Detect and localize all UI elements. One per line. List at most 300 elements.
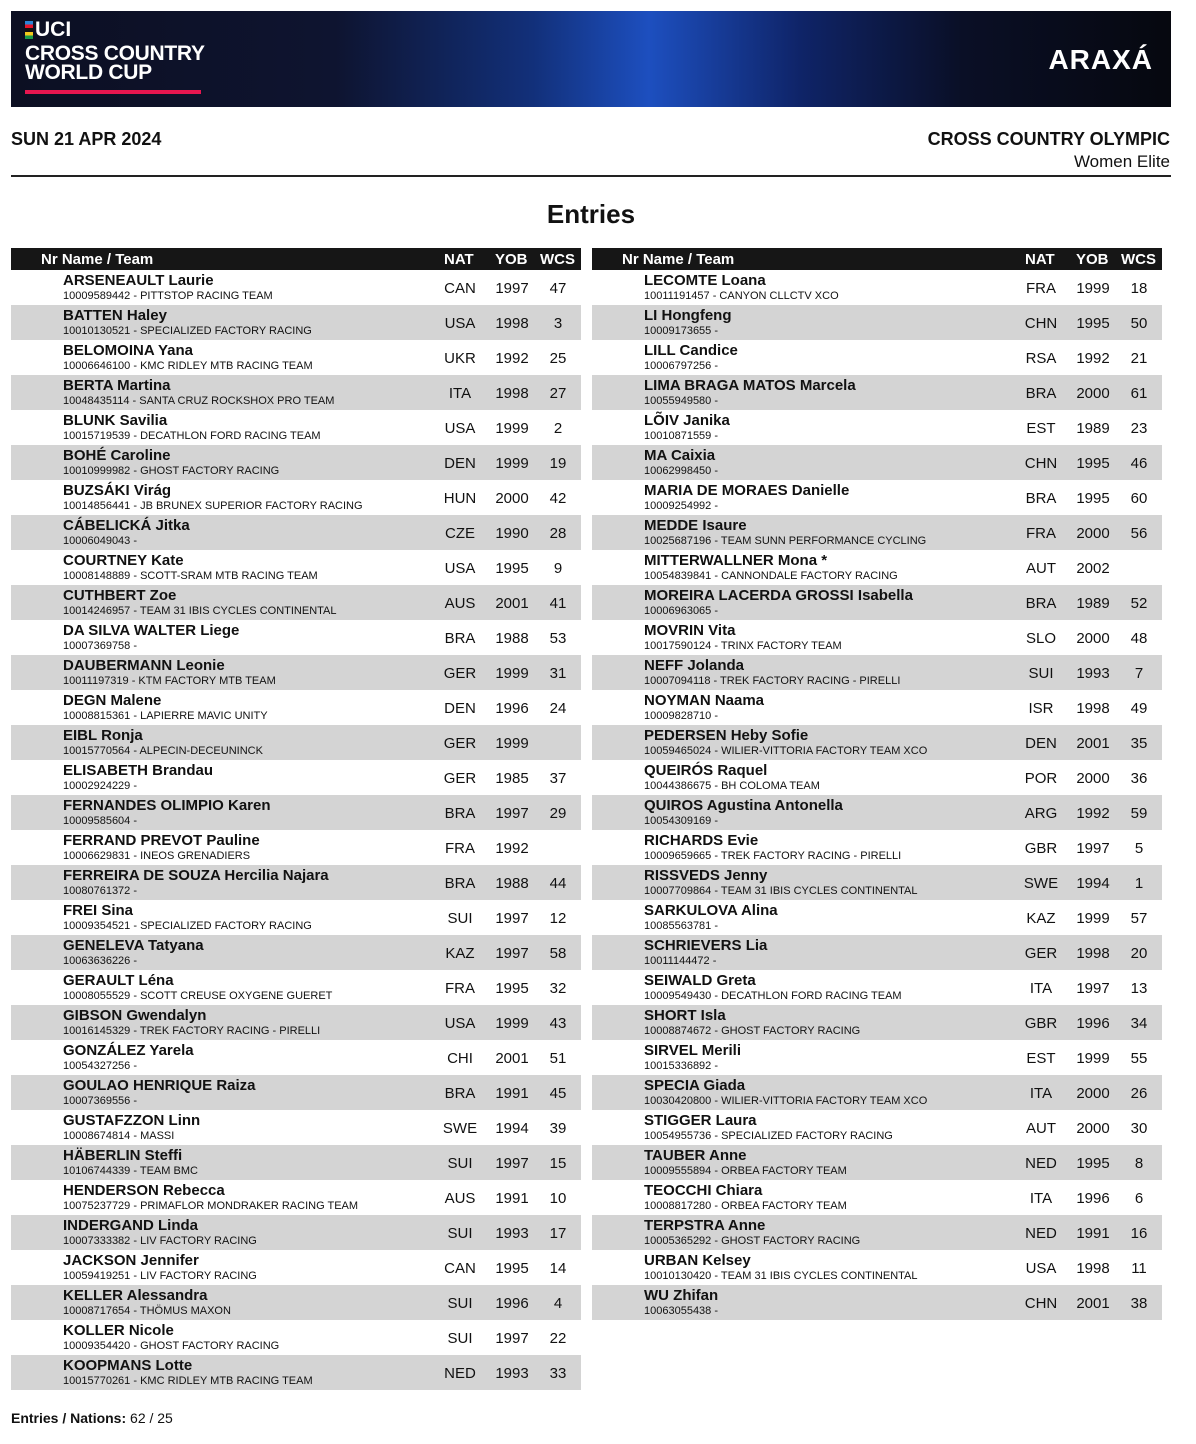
rider-uci-id-team: 10054327256 - [63, 1060, 138, 1072]
rider-name: GONZÁLEZ Yarela [63, 1042, 194, 1059]
table-row [11, 515, 581, 550]
rider-name: EIBL Ronja [63, 727, 143, 744]
rider-yob: 1998 [495, 315, 529, 332]
table-row [11, 480, 581, 515]
header-nat: NAT [1025, 251, 1055, 268]
rider-nat: POR [1024, 770, 1058, 787]
table-row [592, 620, 1162, 655]
rider-name: MARIA DE MORAES Danielle [644, 482, 850, 499]
rider-yob: 1992 [495, 840, 529, 857]
rider-uci-id-team: 10010999982 - GHOST FACTORY RACING [63, 465, 280, 477]
page-title: Entries [546, 199, 636, 229]
table-row [592, 375, 1162, 410]
rider-uci-id-team: 10006629831 - INEOS GRENADIERS [63, 850, 251, 862]
rider-uci-id-team: 10010130420 - TEAM 31 IBIS CYCLES CONTINENTAL [644, 1270, 918, 1282]
rider-wcs: 38 [1130, 1295, 1148, 1312]
rider-yob: 1996 [495, 700, 529, 717]
rider-wcs: 47 [549, 280, 567, 297]
rider-name: ELISABETH Brandau [63, 762, 214, 779]
table-row [592, 690, 1162, 725]
rider-yob: 1997 [1076, 980, 1110, 997]
rider-name: GERAULT Léna [63, 972, 174, 989]
rider-wcs: 3 [553, 315, 563, 332]
rider-yob: 1990 [495, 525, 529, 542]
rider-name: GUSTAFZZON Linn [63, 1112, 201, 1129]
rider-nat: BRA [444, 805, 476, 822]
rider-yob: 2000 [1076, 385, 1110, 402]
series-title-line2: WORLD CUP [25, 61, 152, 84]
header-nat: NAT [444, 251, 474, 268]
rider-name: NEFF Jolanda [644, 657, 745, 674]
rider-yob: 1999 [495, 420, 529, 437]
rider-uci-id-team: 10008817280 - ORBEA FACTORY TEAM [644, 1200, 847, 1212]
rider-name: COURTNEY Kate [63, 552, 184, 569]
table-row [592, 970, 1162, 1005]
rider-wcs: 28 [549, 525, 567, 542]
table-row [592, 1040, 1162, 1075]
rider-yob: 1989 [1076, 595, 1110, 612]
rider-yob: 1995 [495, 560, 529, 577]
rider-name: BELOMOINA Yana [63, 342, 194, 359]
rider-uci-id-team: 10011197319 - KTM FACTORY MTB TEAM [63, 675, 276, 687]
rider-nat: SLO [1025, 630, 1056, 647]
table-row [11, 900, 581, 935]
table-row [11, 970, 581, 1005]
rider-uci-id-team: 10009254992 - [644, 500, 719, 512]
rider-yob: 1997 [495, 1330, 529, 1347]
rider-uci-id-team: 10009354420 - GHOST FACTORY RACING [63, 1340, 280, 1352]
rider-yob: 1992 [1076, 805, 1110, 822]
rider-uci-id-team: 10008815361 - LAPIERRE MAVIC UNITY [63, 710, 268, 722]
rider-yob: 1995 [1076, 490, 1110, 507]
table-row [11, 550, 581, 585]
rider-yob: 1995 [1076, 1155, 1110, 1172]
rider-uci-id-team: 10009173655 - [644, 325, 719, 337]
rider-wcs: 1 [1134, 875, 1144, 892]
rider-uci-id-team: 10007709864 - TEAM 31 IBIS CYCLES CONTINENTAL [644, 885, 918, 897]
rider-uci-id-team: 10002924229 - [63, 780, 138, 792]
series-title [25, 44, 205, 82]
table-row [11, 655, 581, 690]
rider-nat: USA [444, 420, 476, 437]
rider-nat: GER [443, 735, 477, 752]
rider-yob: 1995 [1076, 455, 1110, 472]
table-row [11, 1075, 581, 1110]
rider-nat: CHN [1024, 1295, 1058, 1312]
rider-name: MOREIRA LACERDA GROSSI Isabella [644, 587, 913, 604]
uci-logo-text: UCI [35, 18, 72, 41]
table-row [592, 550, 1162, 585]
rider-nat: NED [444, 1365, 476, 1382]
table-row [592, 725, 1162, 760]
rider-yob: 1994 [1076, 875, 1110, 892]
rider-wcs: 16 [1130, 1225, 1148, 1242]
rider-wcs: 9 [553, 560, 563, 577]
rider-uci-id-team: 10062998450 - [644, 465, 719, 477]
rider-name: DEGN Malene [63, 692, 162, 709]
table-row [592, 1250, 1162, 1285]
table-row [592, 340, 1162, 375]
rider-name: FERREIRA DE SOUZA Hercilia Najara [63, 867, 329, 884]
rider-uci-id-team: 10059465024 - WILIER-VITTORIA FACTORY TEAM XCO [644, 745, 928, 757]
rider-uci-id-team: 10015770261 - KMC RIDLEY MTB RACING TEAM [63, 1375, 313, 1387]
rider-nat: CHI [447, 1050, 473, 1067]
table-row [11, 445, 581, 480]
rider-yob: 1993 [495, 1365, 529, 1382]
rider-uci-id-team: 10006797256 - [644, 360, 719, 372]
rider-yob: 1995 [495, 1260, 529, 1277]
rider-wcs: 53 [549, 630, 567, 647]
rider-wcs: 34 [1130, 1015, 1148, 1032]
rider-yob: 1994 [495, 1120, 529, 1137]
event-category: Women Elite [1073, 152, 1170, 171]
rider-name: KOOPMANS Lotte [63, 1357, 193, 1374]
rider-nat: SWE [442, 1120, 478, 1137]
rider-name: ARSENEAULT Laurie [63, 272, 214, 289]
rider-uci-id-team: 10106744339 - TEAM BMC [63, 1165, 198, 1177]
rider-uci-id-team: 10007369556 - [63, 1095, 138, 1107]
table-row [592, 1180, 1162, 1215]
rider-yob: 1997 [495, 945, 529, 962]
rider-nat: AUS [444, 595, 476, 612]
rider-wcs: 59 [1130, 805, 1148, 822]
rider-nat: KAZ [1026, 910, 1056, 927]
rider-nat: CAN [444, 280, 476, 297]
rider-yob: 1996 [1076, 1190, 1110, 1207]
rider-nat: NED [1025, 1225, 1057, 1242]
rider-uci-id-team: 10008717654 - THÖMUS MAXON [63, 1305, 231, 1317]
series-title-line1: CROSS COUNTRY [25, 42, 205, 65]
table-row [11, 340, 581, 375]
rider-nat: AUS [444, 1190, 476, 1207]
rider-yob: 1999 [495, 1015, 529, 1032]
rider-nat: GER [1024, 945, 1058, 962]
rider-name: LILL Candice [644, 342, 738, 359]
rider-uci-id-team: 10015719539 - DECATHLON FORD RACING TEAM [63, 430, 321, 442]
table-row [11, 1285, 581, 1320]
rider-yob: 1991 [495, 1190, 529, 1207]
table-row [592, 445, 1162, 480]
table-row [11, 1145, 581, 1180]
rider-nat: AUT [1026, 560, 1056, 577]
rider-uci-id-team: 10011144472 - [644, 955, 717, 967]
event-discipline: CROSS COUNTRY OLYMPIC [927, 129, 1170, 149]
rider-name: MOVRIN Vita [644, 622, 736, 639]
rider-nat: DEN [1025, 735, 1057, 752]
venue-name: ARAXÁ [1048, 44, 1153, 75]
rider-yob: 1988 [495, 875, 529, 892]
rider-wcs: 25 [549, 350, 567, 367]
rider-name: FERRAND PREVOT Pauline [63, 832, 260, 849]
rider-uci-id-team: 10009589442 - PITTSTOP RACING TEAM [63, 290, 273, 302]
summary-label: Entries / Nations: [11, 1410, 127, 1426]
rider-uci-id-team: 10007369758 - [63, 640, 138, 652]
entries-table-right [592, 248, 1162, 1320]
rider-yob: 1991 [1076, 1225, 1110, 1242]
rider-wcs: 56 [1130, 525, 1148, 542]
rider-nat: BRA [444, 1085, 476, 1102]
rider-yob: 1998 [1076, 700, 1110, 717]
rider-yob: 1988 [495, 630, 529, 647]
table-row [11, 305, 581, 340]
rider-name: SIRVEL Merili [644, 1042, 741, 1059]
rider-yob: 2000 [1076, 630, 1110, 647]
rider-nat: ITA [448, 385, 472, 402]
table-row [592, 655, 1162, 690]
rider-yob: 1992 [495, 350, 529, 367]
rider-nat: SUI [1028, 665, 1054, 682]
entries-list-right [592, 270, 1162, 1320]
rider-name: MEDDE Isaure [644, 517, 747, 534]
table-row [592, 830, 1162, 865]
rider-uci-id-team: 10015336892 - [644, 1060, 719, 1072]
rider-uci-id-team: 10009555894 - ORBEA FACTORY TEAM [644, 1165, 847, 1177]
rider-wcs: 46 [1130, 455, 1148, 472]
rider-yob: 1989 [1076, 420, 1110, 437]
rider-nat: ISR [1028, 700, 1054, 717]
rider-nat: ITA [1029, 1190, 1053, 1207]
table-header [592, 248, 1162, 270]
rider-nat: CZE [445, 525, 475, 542]
rider-uci-id-team: 10063636226 - [63, 955, 138, 967]
rider-uci-id-team: 10009659665 - TREK FACTORY RACING - PIRELLI [644, 850, 902, 862]
uci-rainbow-stripes-icon [25, 21, 33, 39]
rider-nat: DEN [444, 700, 476, 717]
rider-name: DA SILVA WALTER Liege [63, 622, 240, 639]
rider-yob: 1996 [1076, 1015, 1110, 1032]
rider-nat: SUI [447, 1155, 473, 1172]
table-row [11, 1110, 581, 1145]
rider-wcs: 22 [549, 1330, 567, 1347]
rider-wcs: 18 [1130, 280, 1148, 297]
table-row [592, 935, 1162, 970]
rider-wcs: 20 [1130, 945, 1148, 962]
rider-nat: FRA [445, 840, 475, 857]
rider-wcs: 29 [549, 805, 567, 822]
rider-nat: BRA [444, 630, 476, 647]
rider-yob: 1998 [1076, 1260, 1110, 1277]
rider-yob: 1997 [1076, 840, 1110, 857]
rider-name: PEDERSEN Heby Sofie [644, 727, 809, 744]
rider-nat: UKR [444, 350, 476, 367]
rider-wcs: 33 [549, 1365, 567, 1382]
rider-nat: SWE [1023, 875, 1059, 892]
event-banner [11, 11, 1171, 107]
rider-name: BOHÉ Caroline [63, 447, 171, 464]
rider-wcs: 44 [549, 875, 567, 892]
summary-value: 62 / 25 [130, 1410, 173, 1426]
entries-list-left [11, 270, 581, 1390]
rider-name: STIGGER Laura [644, 1112, 757, 1129]
table-row [592, 760, 1162, 795]
rider-uci-id-team: 10009354521 - SPECIALIZED FACTORY RACING [63, 920, 312, 932]
header-wcs: WCS [540, 251, 575, 268]
rider-wcs: 2 [553, 420, 563, 437]
rider-nat: KAZ [445, 945, 475, 962]
rider-uci-id-team: 10007333382 - LIV FACTORY RACING [63, 1235, 257, 1247]
rider-wcs: 15 [549, 1155, 567, 1172]
rider-nat: USA [444, 315, 476, 332]
rider-wcs: 41 [549, 595, 567, 612]
rider-uci-id-team: 10080761372 - [63, 885, 138, 897]
rider-uci-id-team: 10025687196 - TEAM SUNN PERFORMANCE CYCLING [644, 535, 927, 547]
table-row [11, 585, 581, 620]
rider-uci-id-team: 10054955736 - SPECIALIZED FACTORY RACING [644, 1130, 893, 1142]
rider-name: LI Hongfeng [644, 307, 732, 324]
rider-nat: CHN [1024, 315, 1058, 332]
rider-yob: 2000 [495, 490, 529, 507]
header-yob: YOB [495, 251, 528, 268]
rider-nat: CHN [1024, 455, 1058, 472]
rider-uci-id-team: 10006049043 - [63, 535, 138, 547]
rider-wcs: 13 [1130, 980, 1148, 997]
header-divider [11, 175, 1171, 177]
rider-nat: USA [1025, 1260, 1057, 1277]
rider-nat: AUT [1026, 1120, 1056, 1137]
rider-wcs: 10 [549, 1190, 567, 1207]
series-underline [25, 90, 201, 94]
rider-wcs: 51 [549, 1050, 567, 1067]
header-nr-name-team: Nr Name / Team [622, 251, 735, 268]
header-yob: YOB [1076, 251, 1109, 268]
rider-yob: 1998 [1076, 945, 1110, 962]
rider-uci-id-team: 10007094118 - TREK FACTORY RACING - PIRELLI [644, 675, 901, 687]
rider-yob: 1997 [495, 280, 529, 297]
rider-yob: 1999 [1076, 1050, 1110, 1067]
rider-wcs: 52 [1130, 595, 1148, 612]
rider-uci-id-team: 10006646100 - KMC RIDLEY MTB RACING TEAM [63, 360, 313, 372]
rider-yob: 2001 [495, 595, 529, 612]
rider-name: BERTA Martina [63, 377, 171, 394]
rider-name: TEOCCHI Chiara [644, 1182, 763, 1199]
rider-nat: USA [444, 560, 476, 577]
table-row [11, 1180, 581, 1215]
table-header [11, 248, 581, 270]
table-row [592, 795, 1162, 830]
rider-nat: HUN [443, 490, 477, 507]
rider-name: MITTERWALLNER Mona * [644, 552, 828, 569]
rider-nat: SUI [447, 1330, 473, 1347]
rider-yob: 1999 [495, 665, 529, 682]
rider-nat: RSA [1025, 350, 1057, 367]
rider-wcs: 6 [1134, 1190, 1144, 1207]
table-row [11, 1215, 581, 1250]
rider-nat: USA [444, 1015, 476, 1032]
rider-name: MA Caixia [644, 447, 716, 464]
rider-nat: BRA [1025, 385, 1057, 402]
table-row [11, 410, 581, 445]
rider-nat: BRA [1025, 490, 1057, 507]
table-row [592, 585, 1162, 620]
table-row [592, 1005, 1162, 1040]
rider-yob: 2000 [1076, 1085, 1110, 1102]
rider-name: QUEIRÓS Raquel [644, 762, 768, 779]
rider-uci-id-team: 10009585604 - [63, 815, 138, 827]
table-row [11, 760, 581, 795]
rider-uci-id-team: 10009549430 - DECATHLON FORD RACING TEAM [644, 990, 902, 1002]
rider-yob: 1995 [495, 980, 529, 997]
rider-name: FREI Sina [63, 902, 134, 919]
rider-name: HÄBERLIN Steffi [63, 1147, 183, 1164]
rider-name: FERNANDES OLIMPIO Karen [63, 797, 271, 814]
rider-name: URBAN Kelsey [644, 1252, 751, 1269]
rider-yob: 2000 [1076, 1120, 1110, 1137]
table-row [11, 935, 581, 970]
entries-table-left [11, 248, 581, 1390]
rider-yob: 1993 [495, 1225, 529, 1242]
rider-nat: SUI [447, 1225, 473, 1242]
rider-name: LECOMTE Loana [644, 272, 766, 289]
table-row [11, 1005, 581, 1040]
rider-yob: 1999 [1076, 280, 1110, 297]
rider-nat: GBR [1024, 1015, 1058, 1032]
rider-yob: 2000 [1076, 525, 1110, 542]
rider-yob: 1997 [495, 1155, 529, 1172]
table-row [11, 830, 581, 865]
table-row [11, 865, 581, 900]
rider-nat: ITA [1029, 980, 1053, 997]
table-row [592, 1110, 1162, 1145]
rider-wcs: 43 [549, 1015, 567, 1032]
rider-wcs: 17 [549, 1225, 567, 1242]
rider-wcs: 61 [1130, 385, 1148, 402]
rider-name: QUIROS Agustina Antonella [644, 797, 843, 814]
table-row [592, 410, 1162, 445]
rider-name: INDERGAND Linda [63, 1217, 198, 1234]
rider-wcs: 8 [1134, 1155, 1144, 1172]
rider-wcs: 37 [549, 770, 567, 787]
rider-yob: 1993 [1076, 665, 1110, 682]
rider-uci-id-team: 10008055529 - SCOTT CREUSE OXYGENE GUERET [63, 990, 333, 1002]
rider-nat: ARG [1024, 805, 1058, 822]
rider-wcs: 23 [1130, 420, 1148, 437]
rider-name: SPECIA Giada [644, 1077, 746, 1094]
table-row [592, 1285, 1162, 1320]
rider-uci-id-team: 10010871559 - [644, 430, 719, 442]
rider-yob: 1996 [495, 1295, 529, 1312]
rider-uci-id-team: 10044386675 - BH COLOMA TEAM [644, 780, 820, 792]
rider-name: NOYMAN Naama [644, 692, 765, 709]
rider-uci-id-team: 10055949580 - [644, 395, 719, 407]
rider-nat: FRA [1026, 280, 1056, 297]
rider-uci-id-team: 10017590124 - TRINX FACTORY TEAM [644, 640, 842, 652]
rider-nat: ITA [1029, 1085, 1053, 1102]
rider-wcs: 39 [549, 1120, 567, 1137]
rider-uci-id-team: 10010130521 - SPECIALIZED FACTORY RACING [63, 325, 312, 337]
rider-uci-id-team: 10030420800 - WILIER-VITTORIA FACTORY TEAM XCO [644, 1095, 928, 1107]
rider-nat: SUI [447, 1295, 473, 1312]
rider-yob: 1992 [1076, 350, 1110, 367]
rider-yob: 1997 [495, 910, 529, 927]
rider-yob: 2000 [1076, 770, 1110, 787]
rider-wcs: 50 [1130, 315, 1148, 332]
rider-wcs: 49 [1130, 700, 1148, 717]
rider-uci-id-team: 10008674814 - MASSI [63, 1130, 175, 1142]
rider-uci-id-team: 10063055438 - [644, 1305, 719, 1317]
rider-name: GOULAO HENRIQUE Raiza [63, 1077, 256, 1094]
rider-nat: EST [1026, 1050, 1056, 1067]
table-row [11, 1040, 581, 1075]
rider-wcs: 7 [1134, 665, 1144, 682]
rider-yob: 1991 [495, 1085, 529, 1102]
rider-name: BATTEN Haley [63, 307, 167, 324]
rider-name: JACKSON Jennifer [63, 1252, 199, 1269]
rider-yob: 2001 [1076, 1295, 1110, 1312]
rider-yob: 1999 [495, 455, 529, 472]
rider-wcs: 45 [549, 1085, 567, 1102]
rider-wcs: 21 [1130, 350, 1148, 367]
table-row [592, 1145, 1162, 1180]
